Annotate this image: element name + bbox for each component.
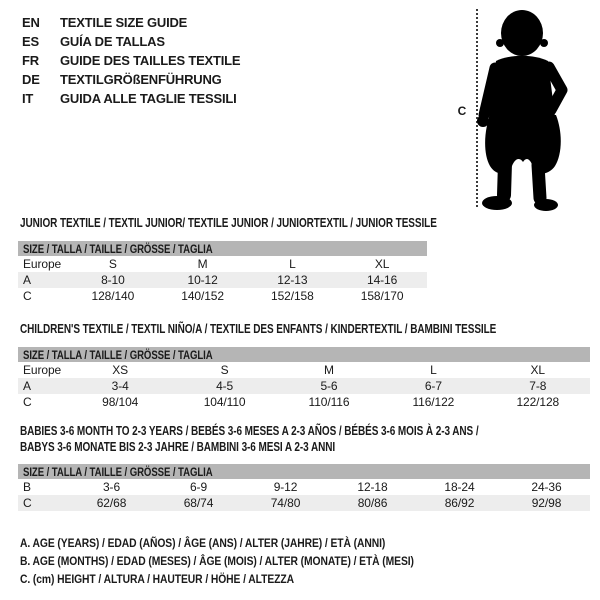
junior-size-table xyxy=(18,241,427,304)
height-measure-label: C xyxy=(457,104,467,118)
language-title: GUIDE DES TAILLES TEXTILE xyxy=(60,53,241,68)
footnote-a xyxy=(20,534,478,552)
age-cell: 12-13 xyxy=(277,273,308,287)
babies-table-title-text2: BABYS 3-6 MONATE BIS 2-3 JAHRE / BAMBINI 3-6 MESI A 2-3 ANNI xyxy=(20,440,336,454)
row-label: C xyxy=(23,289,32,303)
size-header-bar xyxy=(18,241,427,256)
footnote-a-text: A. AGE (YEARS) / EDAD (AÑOS) / ÂGE (ANS) / ALTER (JAHRE) / ETÀ (ANNI) xyxy=(20,536,386,550)
table-row-europe xyxy=(18,256,427,272)
age-cell: 3-4 xyxy=(111,379,129,393)
height-cell: 110/116 xyxy=(308,395,350,409)
size-header-text: SIZE / TALLA / TAILLE / GRÖSSE / TAGLIA xyxy=(23,242,213,256)
months-cell: 24-36 xyxy=(531,480,562,494)
row-label: C xyxy=(23,395,32,409)
height-cell: 86/92 xyxy=(444,496,475,510)
language-title: TEXTILE SIZE GUIDE xyxy=(60,15,188,30)
height-cell: 68/74 xyxy=(183,496,214,510)
height-cell: 62/68 xyxy=(96,496,127,510)
height-cell: 152/158 xyxy=(271,289,314,303)
babies-size-table xyxy=(18,464,590,511)
footnote-b-text: B. AGE (MONTHS) / EDAD (MESES) / ÂGE (MOIS) / ALTER (MONATE) / ETÀ (MESI) xyxy=(20,554,414,568)
months-cell: 18-24 xyxy=(444,480,475,494)
junior-table xyxy=(18,256,427,304)
height-cell: 128/140 xyxy=(91,289,135,303)
footnote-c-text: C. (cm) HEIGHT / ALTURA / HAUTEUR / HÖHE / ALTEZZA xyxy=(20,572,294,586)
age-cell: 5-6 xyxy=(320,379,338,393)
language-row-it xyxy=(22,89,240,108)
size-header-bar xyxy=(18,347,590,362)
children-size-table xyxy=(18,347,590,410)
language-row-de xyxy=(22,70,240,89)
babies-table-title-text1: BABIES 3-6 MONTH TO 2-3 YEARS / BEBÉS 3-6 MESES A 2-3 AÑOS / BÉBÉS 3-6 MOIS À 2-3 ANS / xyxy=(20,424,479,438)
height-cell: 158/170 xyxy=(360,289,404,303)
height-cell: 98/104 xyxy=(102,395,139,409)
age-cell: 10-12 xyxy=(187,273,218,287)
height-cell: 122/128 xyxy=(516,395,560,409)
height-cell: 80/86 xyxy=(357,496,388,510)
size-header-text: SIZE / TALLA / TAILLE / GRÖSSE / TAGLIA xyxy=(23,465,213,479)
size-header-text: SIZE / TALLA / TAILLE / GRÖSSE / TAGLIA xyxy=(23,348,213,362)
language-row-fr xyxy=(22,51,240,70)
row-label: Europe xyxy=(23,363,62,377)
row-label: Europe xyxy=(23,257,62,271)
size-cell: M xyxy=(197,257,208,271)
size-cell: XS xyxy=(112,363,129,377)
language-code: FR xyxy=(22,53,39,68)
table-row-age xyxy=(18,378,590,394)
table-row-height xyxy=(18,495,590,511)
row-label: A xyxy=(23,379,31,393)
months-cell: 12-18 xyxy=(357,480,388,494)
footnote-b xyxy=(20,552,478,570)
height-cell: 74/80 xyxy=(270,496,301,510)
size-cell: XL xyxy=(374,257,390,271)
height-cell: 92/98 xyxy=(531,496,562,510)
size-cell: S xyxy=(108,257,117,271)
age-cell: 4-5 xyxy=(216,379,234,393)
babies-table-title-line1 xyxy=(20,423,593,438)
language-code: IT xyxy=(22,91,34,106)
size-cell: L xyxy=(430,363,437,377)
height-cell: 116/122 xyxy=(412,395,455,409)
legend-footnotes xyxy=(20,534,478,588)
language-row-es xyxy=(22,32,240,51)
language-title: GUÍA DE TALLAS xyxy=(60,34,165,49)
language-title: TEXTILGRÖßENFÜHRUNG xyxy=(60,72,222,87)
babies-table-title-line2 xyxy=(20,439,414,454)
language-title-list xyxy=(22,13,240,108)
children-table-title xyxy=(20,321,600,336)
row-label: B xyxy=(23,480,31,494)
table-row-months xyxy=(18,479,590,495)
height-cell: 104/110 xyxy=(203,395,246,409)
language-code: DE xyxy=(22,72,40,87)
junior-table-title xyxy=(20,215,541,230)
age-cell: 8-10 xyxy=(101,273,125,287)
junior-table-title-text: JUNIOR TEXTILE / TEXTIL JUNIOR/ TEXTILE JUNIOR / JUNIORTEXTIL / JUNIOR TESSILE xyxy=(20,216,437,230)
age-cell: 6-7 xyxy=(424,379,442,393)
age-cell: 7-8 xyxy=(529,379,547,393)
table-row-height xyxy=(18,288,427,304)
language-code: ES xyxy=(22,34,39,49)
table-row-age xyxy=(18,272,427,288)
children-table-title-text: CHILDREN'S TEXTILE / TEXTIL NIÑO/A / TEXTILE DES ENFANTS / KINDERTEXTIL / BAMBINI TESSILE xyxy=(20,322,497,336)
language-code: EN xyxy=(22,15,40,30)
language-title: GUIDA ALLE TAGLIE TESSILI xyxy=(60,91,237,106)
size-header-bar xyxy=(18,464,590,479)
size-cell: S xyxy=(220,363,229,377)
toddler-silhouette xyxy=(470,5,590,215)
height-cell: 140/152 xyxy=(181,289,224,303)
babies-table xyxy=(18,479,590,511)
footnote-c xyxy=(20,570,478,588)
size-cell: L xyxy=(289,257,296,271)
months-cell: 9-12 xyxy=(273,480,298,494)
children-table xyxy=(18,362,590,410)
table-row-height xyxy=(18,394,590,410)
table-row-europe xyxy=(18,362,590,378)
language-row-en xyxy=(22,13,240,32)
size-cell: M xyxy=(324,363,334,377)
months-cell: 6-9 xyxy=(189,480,208,494)
months-cell: 3-6 xyxy=(102,480,121,494)
age-cell: 14-16 xyxy=(367,273,398,287)
row-label: C xyxy=(23,496,32,510)
size-cell: XL xyxy=(530,363,546,377)
row-label: A xyxy=(23,273,31,287)
